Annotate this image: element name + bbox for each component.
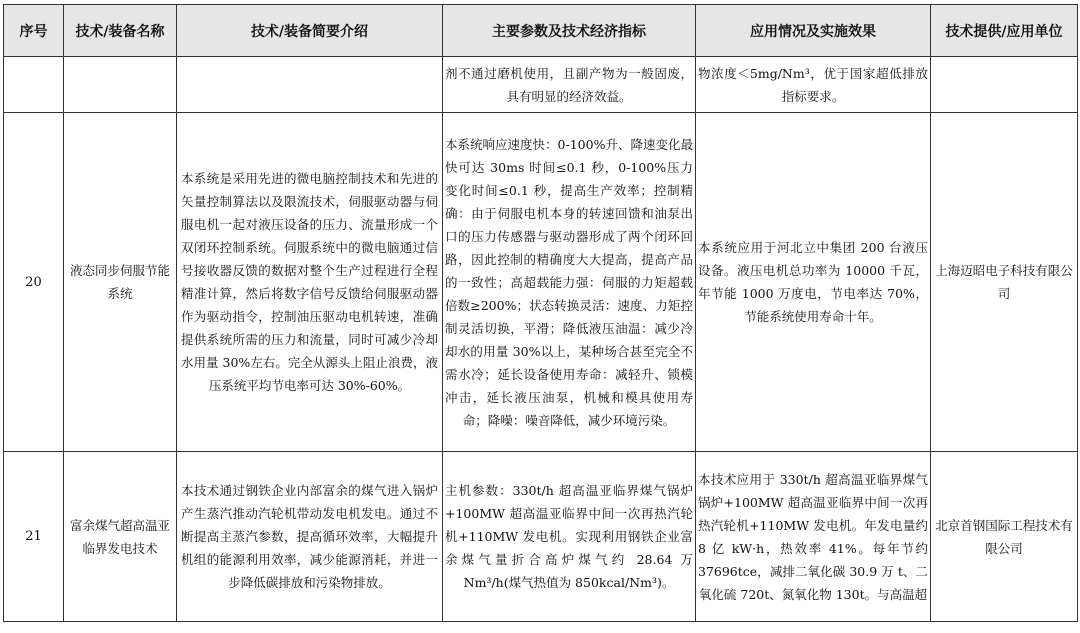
header-intro: 技术/装备简要介绍 [177,5,443,57]
tech-table [3,4,1078,622]
tech-provider [931,57,1078,113]
table-row [4,113,1078,452]
row-number [4,57,64,113]
tech-params: 主机参数：330t/h 超高温亚临界煤气锅炉+100MW 超高温亚临界中间一次再热汽轮机+110MW 发电机。实现利用钢铁企业富余煤气量折合高炉煤气约 28.64 万 Nm³/h(煤气热值为 850kcal/Nm³)。 [443,452,696,622]
tech-intro [177,57,443,113]
row-number: 20 [4,113,64,452]
tech-name [64,57,177,113]
tech-intro: 本技术通过钢铁企业内部富余的煤气进入锅炉产生蒸汽推动汽轮机带动发电机发电。通过不断提高主蒸汽参数，提高循环效率，大幅提升机组的能源利用效率，减少能源消耗，并进一步降低碳排放和污染物排放。 [177,452,443,622]
tech-params: 本系统响应速度快：0-100%升、降速变化最快可达 30ms 时间≤0.1 秒，0-100%压力变化时间≤0.1 秒，提高生产效率；控制精确：由于伺服电机本身的转速回馈和油泵出口的压力传感器与驱动器形成了两个闭环回路，因此控制的精确度大大提高，提高产品的一致性；高超载能力强：伺服的力矩超载倍数≥200%；状态转换灵活：速度、力矩控制灵活切换，平滑；降低液压油温：减少冷却水的用量 30%以上，某种场合甚至完全不需水冷；延长设备使用寿命：减轻升、锁模冲击，延长液压油泵，机械和模具使用寿命；降噪：噪音降低，减少环境污染。 [443,113,696,452]
tech-params: 剂不通过磨机使用，且副产物为一般固废，具有明显的经济效益。 [443,57,696,113]
table-header-row [4,5,1078,57]
table-row [4,57,1078,113]
header-unit: 技术提供/应用单位 [931,5,1078,57]
tech-provider: 北京首钢国际工程技术有限公司 [931,452,1078,622]
tech-intro: 本系统是采用先进的微电脑控制技术和先进的矢量控制算法以及限流技术，伺服驱动器与伺服电机一起对液压设备的压力、流量形成一个双闭环控制系统。伺服系统中的微电脑通过信号接收器反馈的数据对整个生产过程进行全程精准计算，然后将数字信号反馈给伺服驱动器作为驱动指令，控制油压驱动电机转速，准确提供系统所需的压力和流量，同时可减少冷却水用量 30%左右。完全从源头上阻止浪费，液压系统平均节电率可达 30%-60%。 [177,113,443,452]
header-apply: 应用情况及实施效果 [696,5,931,57]
header-params: 主要参数及技术经济指标 [443,5,696,57]
row-number: 21 [4,452,64,622]
table-row [4,452,1078,622]
header-no: 序号 [4,5,64,57]
tech-name: 富余煤气超高温亚临界发电技术 [64,452,177,622]
header-name: 技术/装备名称 [64,5,177,57]
tech-name: 液态同步伺服节能系统 [64,113,177,452]
tech-application: 本系统应用于河北立中集团 200 台液压设备。液压电机总功率为 10000 千瓦，年节能 1000 万度电，节电率达 70%，节能系统使用寿命十年。 [696,113,931,452]
tech-application: 本技术应用于 330t/h 超高温亚临界煤气锅炉+100MW 超高温亚临界中间一次再热汽轮机+110MW 发电机。年发电量约 8 亿 kW·h，热效率 41%。每年节约 37696tce，减排二氧化碳 30.9 万 t、二氧化硫 720t、氮氧化物 130t。与高温超 [696,452,931,622]
tech-provider: 上海迈昭电子科技有限公司 [931,113,1078,452]
tech-application: 物浓度＜5mg/Nm³，优于国家超低排放指标要求。 [696,57,931,113]
